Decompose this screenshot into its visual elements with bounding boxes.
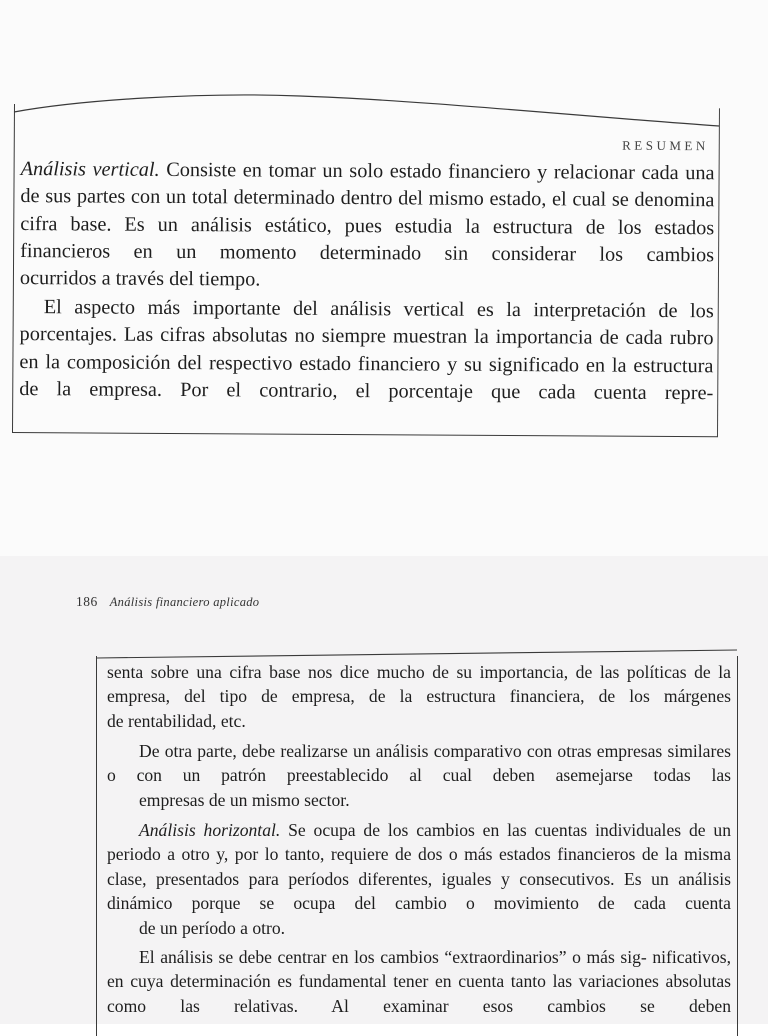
text-line: similares o con un patrón preestablecido al cual deben asemejarse todas las bbox=[107, 741, 732, 786]
text-line: El aspecto más importante del análisis vertical es la interpretación de los bbox=[43, 296, 714, 323]
text-line: denomina cifra base. Es un análisis estático, pues estudia la estructura de los bbox=[20, 189, 715, 239]
text-line: una de sus partes con un total determinado dentro del mismo estado, el cual se bbox=[20, 162, 715, 212]
page-number: 186 bbox=[76, 594, 98, 609]
section-label: RESUMEN bbox=[622, 137, 709, 154]
paragraph-significant-changes bbox=[107, 945, 731, 1018]
text-line: un periodo a otro y, por lo tanto, requiere de dos o más estados financieros de bbox=[107, 820, 731, 865]
text-line: un análisis dinámico porque se ocupa del cambio o movimiento de cada cuenta bbox=[107, 868, 732, 914]
text-line: Consiste en tomar un solo estado financiero y relacionar cada bbox=[159, 158, 679, 185]
text-line: de un período a otro. bbox=[139, 917, 286, 938]
running-title: Análisis financiero aplicado bbox=[109, 595, 260, 609]
paragraph-percentages bbox=[19, 294, 714, 407]
text-line: ocurridos a través del tiempo. bbox=[19, 267, 261, 291]
text-line: estructura de la empresa. Por el contrario, el porcentaje que cada cuenta repre- bbox=[19, 354, 714, 405]
text-line: porcentajes. Las cifras absolutas no siempre muestran la importancia de cada bbox=[19, 323, 663, 350]
text-line: De otra parte, debe realizarse un análisis comparativo con otras empresas bbox=[139, 741, 663, 761]
text-line: estados financieros en un momento determinado sin considerar los cambios bbox=[20, 216, 715, 267]
summary-box bbox=[12, 104, 720, 437]
text-line: variaciones absolutas como las relativas. Al examinar esos cambios se deben bbox=[107, 971, 731, 1016]
paragraph-horizontal-analysis bbox=[107, 818, 731, 940]
text-line: de rentabilidad, etc. bbox=[107, 710, 246, 731]
running-header bbox=[76, 594, 259, 610]
text-line: El análisis se debe centrar en los cambios “extraordinarios” o más sig- bbox=[139, 947, 647, 967]
text-line: la misma clase, presentados para períodos diferentes, iguales y consecutivos. Es bbox=[107, 844, 732, 889]
text-line: Se ocupa de los cambios en las cuentas individuales de bbox=[280, 820, 706, 840]
term-horizontal-analysis: Análisis horizontal. bbox=[139, 820, 281, 840]
paragraph-continuation bbox=[107, 660, 731, 733]
text-line: la empresa, del tipo de empresa, de la estructura financiera, de los márgenes bbox=[107, 662, 731, 707]
text-line: nificativos, en cuya determinación es fundamental tener en cuenta tanto las bbox=[107, 947, 731, 992]
text-line: empresas de un mismo sector. bbox=[139, 789, 350, 810]
term-vertical-analysis: Análisis vertical. bbox=[20, 158, 160, 181]
text-line: senta sobre una cifra base nos dice mucho de su importancia, de las políticas de bbox=[107, 662, 711, 682]
continued-box bbox=[96, 656, 738, 1036]
paragraph-vertical-analysis bbox=[20, 156, 715, 297]
text-line: rubro en la composición del respectivo estado financiero y su significado en la bbox=[19, 327, 714, 377]
paragraph-comparative bbox=[107, 739, 731, 812]
